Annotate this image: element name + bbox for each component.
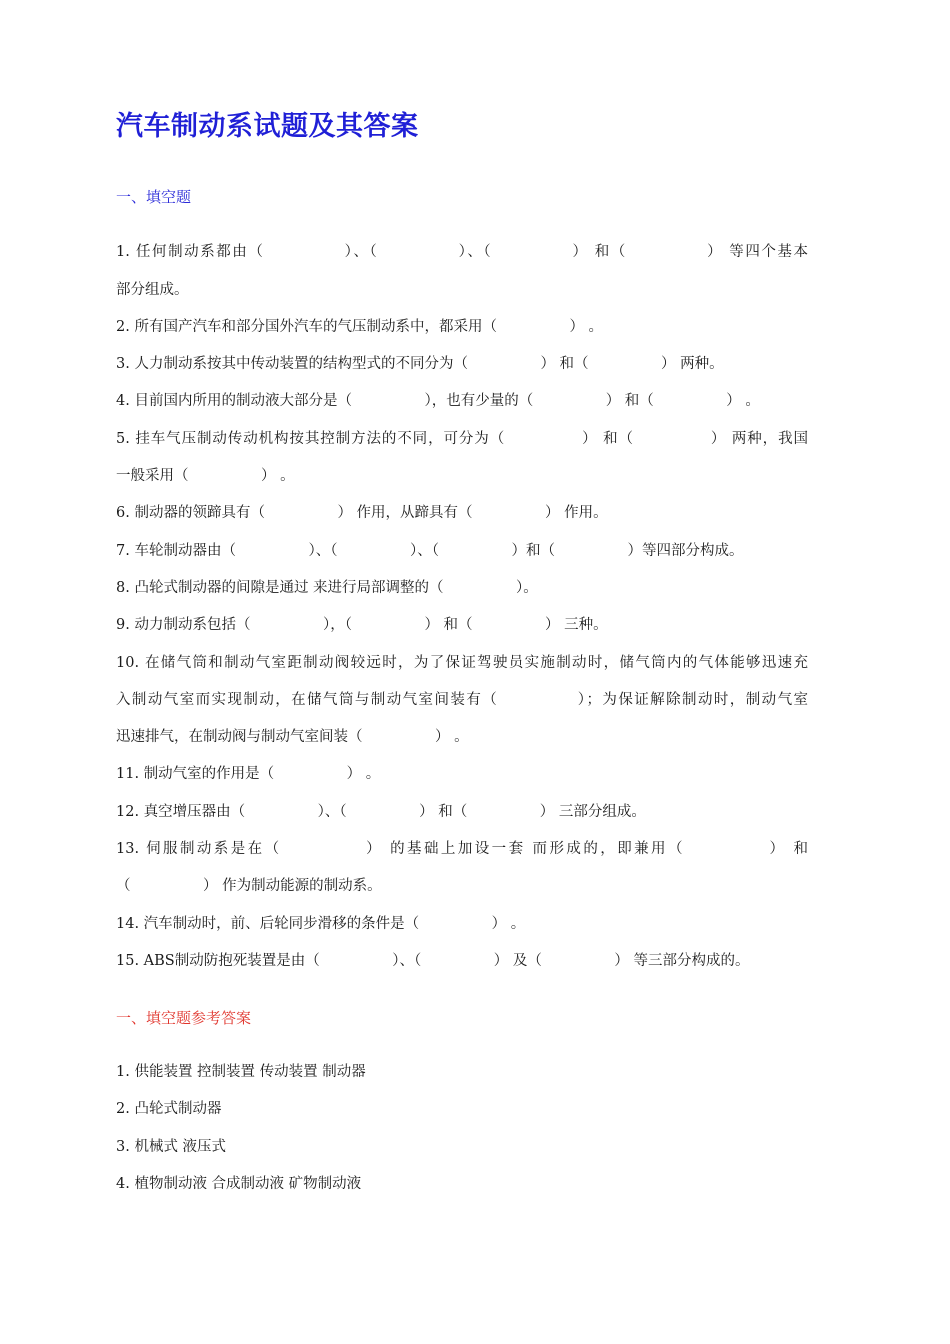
question-line: 入制动气室而实现制动，在储气筒与制动气室间装有（ ）；为保证解除制动时，制动气室	[116, 692, 808, 708]
section-heading-questions: 一、填空题	[116, 188, 192, 206]
answer-line: 3. 机械式 液压式	[116, 1139, 227, 1155]
question-line: 13. 伺服制动系是在（ ） 的基础上加设一套 而形成的，即兼用（ ） 和	[116, 841, 808, 857]
question-line: 3. 人力制动系按其中传动装置的结构型式的不同分为（ ） 和（ ） 两种。	[116, 356, 724, 372]
question-line: 15. ABS制动防抱死装置是由（ ）、（ ） 及（ ） 等三部分构成的。	[116, 953, 750, 969]
answer-line: 1. 供能装置 控制装置 传动装置 制动器	[116, 1064, 366, 1080]
question-line: 9. 动力制动系包括（ ），（ ） 和（ ） 三种。	[116, 617, 608, 633]
question-line: 迅速排气，在制动阀与制动气室间装（ ） 。	[116, 729, 469, 745]
question-line: 2. 所有国产汽车和部分国外汽车的气压制动系中，都采用（ ） 。	[116, 319, 604, 335]
section-heading-answers: 一、填空题参考答案	[116, 1009, 252, 1027]
question-line: 14. 汽车制动时，前、后轮同步滑移的条件是（ ） 。	[116, 916, 526, 932]
question-line: 11. 制动气室的作用是（ ） 。	[116, 766, 381, 782]
question-line: （ ） 作为制动能源的制动系。	[116, 878, 382, 894]
question-line: 1. 任何制动系都由（ ）、（ ）、（ ） 和（ ） 等四个基本	[116, 244, 808, 260]
question-line: 7. 车轮制动器由（ ）、（ ）、（ ）和（ ）等四部分构成。	[116, 543, 744, 559]
question-line: 部分组成。	[116, 282, 189, 298]
question-line: 8. 凸轮式制动器的间隙是通过 来进行局部调整的（ ）。	[116, 580, 538, 596]
question-line: 12. 真空增压器由（ ）、（ ） 和（ ） 三部分组成。	[116, 804, 646, 820]
question-line: 一般采用（ ） 。	[116, 468, 295, 484]
question-line: 5. 挂车气压制动传动机构按其控制方法的不同，可分为（ ） 和（ ） 两种，我国	[116, 431, 808, 447]
question-line: 6. 制动器的领蹄具有（ ） 作用，从蹄具有（ ） 作用。	[116, 505, 608, 521]
question-line: 4. 目前国内所用的制动液大部分是（ ），也有少量的（ ） 和（ ） 。	[116, 393, 760, 409]
question-line: 10. 在储气筒和制动气室距制动阀较远时，为了保证驾驶员实施制动时，储气筒内的气体能够迅速充	[116, 655, 808, 671]
page-title: 汽车制动系试题及其答案	[116, 111, 419, 142]
answer-line: 2. 凸轮式制动器	[116, 1101, 222, 1117]
answer-line: 4. 植物制动液 合成制动液 矿物制动液	[116, 1176, 362, 1192]
